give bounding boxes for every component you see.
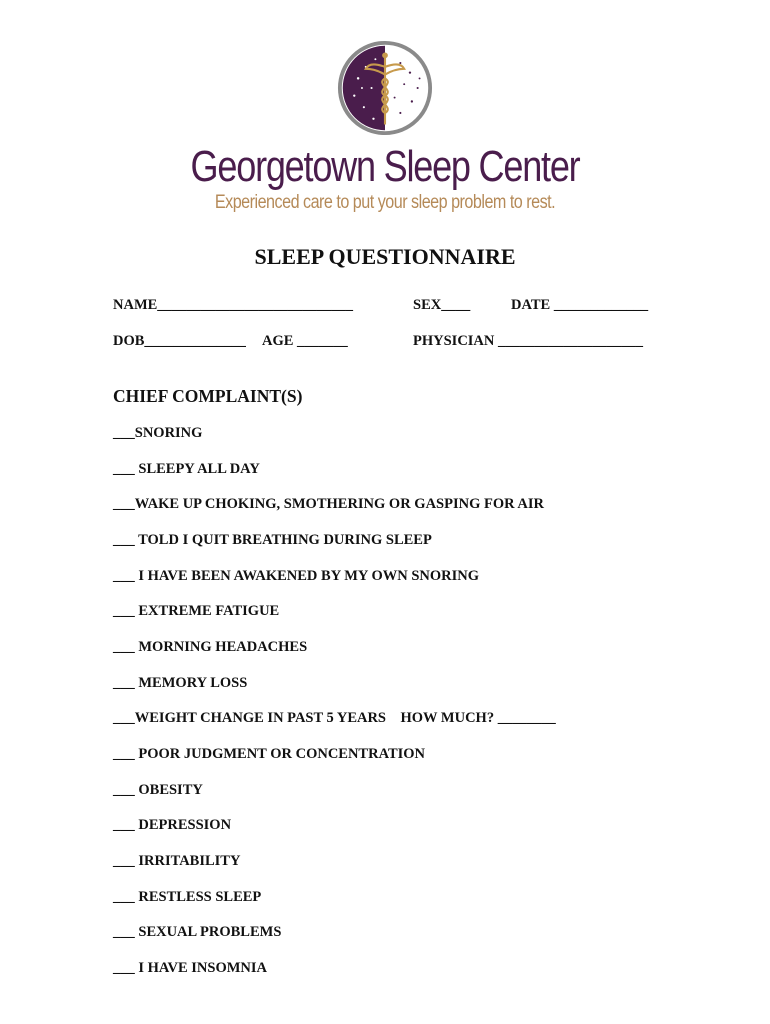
complaint-item[interactable]: ___ MEMORY LOSS [113, 675, 248, 691]
chief-complaints-heading: CHIEF COMPLAINT(S) [113, 386, 303, 406]
complaint-item[interactable]: ___ POOR JUDGMENT OR CONCENTRATION [113, 746, 426, 762]
complaint-item[interactable]: ___ IRRITABILITY [113, 853, 241, 869]
name-field[interactable]: NAME___________________________ [113, 297, 354, 313]
complaint-item[interactable]: ___ TOLD I QUIT BREATHING DURING SLEEP [113, 532, 432, 548]
complaint-item[interactable]: ___ DEPRESSION [113, 817, 232, 833]
complaint-item[interactable]: ___WEIGHT CHANGE IN PAST 5 YEARS HOW MUCH? ________ [113, 710, 556, 726]
complaint-item[interactable]: ___ OBESITY [113, 782, 203, 798]
complaint-item[interactable]: ___ MORNING HEADACHES [113, 639, 308, 655]
age-field[interactable]: AGE _______ [262, 333, 348, 349]
complaint-item[interactable]: ___WAKE UP CHOKING, SMOTHERING OR GASPING FOR AIR [113, 496, 545, 512]
sex-field[interactable]: SEX____ [413, 297, 471, 313]
complaint-item[interactable]: ___ SLEEPY ALL DAY [113, 461, 260, 477]
dob-field[interactable]: DOB______________ [113, 333, 246, 349]
complaint-item[interactable]: ___SNORING [113, 425, 203, 441]
clinic-name: Georgetown Sleep Center [190, 142, 580, 191]
caduceus-moon-stars-icon [337, 40, 433, 136]
clinic-logo [0, 40, 770, 214]
physician-field[interactable]: PHYSICIAN ____________________ [413, 333, 643, 349]
date-field[interactable]: DATE _____________ [511, 297, 649, 313]
complaint-item[interactable]: ___ RESTLESS SLEEP [113, 889, 262, 905]
complaint-item[interactable]: ___ I HAVE INSOMNIA [113, 960, 268, 976]
complaint-item[interactable]: ___ EXTREME FATIGUE [113, 603, 280, 619]
complaint-item[interactable]: ___ I HAVE BEEN AWAKENED BY MY OWN SNORING [113, 568, 480, 584]
clinic-tagline: Experienced care to put your sleep problem to rest. [214, 192, 556, 213]
complaint-item[interactable]: ___ SEXUAL PROBLEMS [113, 924, 282, 940]
page-title: SLEEP QUESTIONNAIRE [254, 244, 516, 269]
